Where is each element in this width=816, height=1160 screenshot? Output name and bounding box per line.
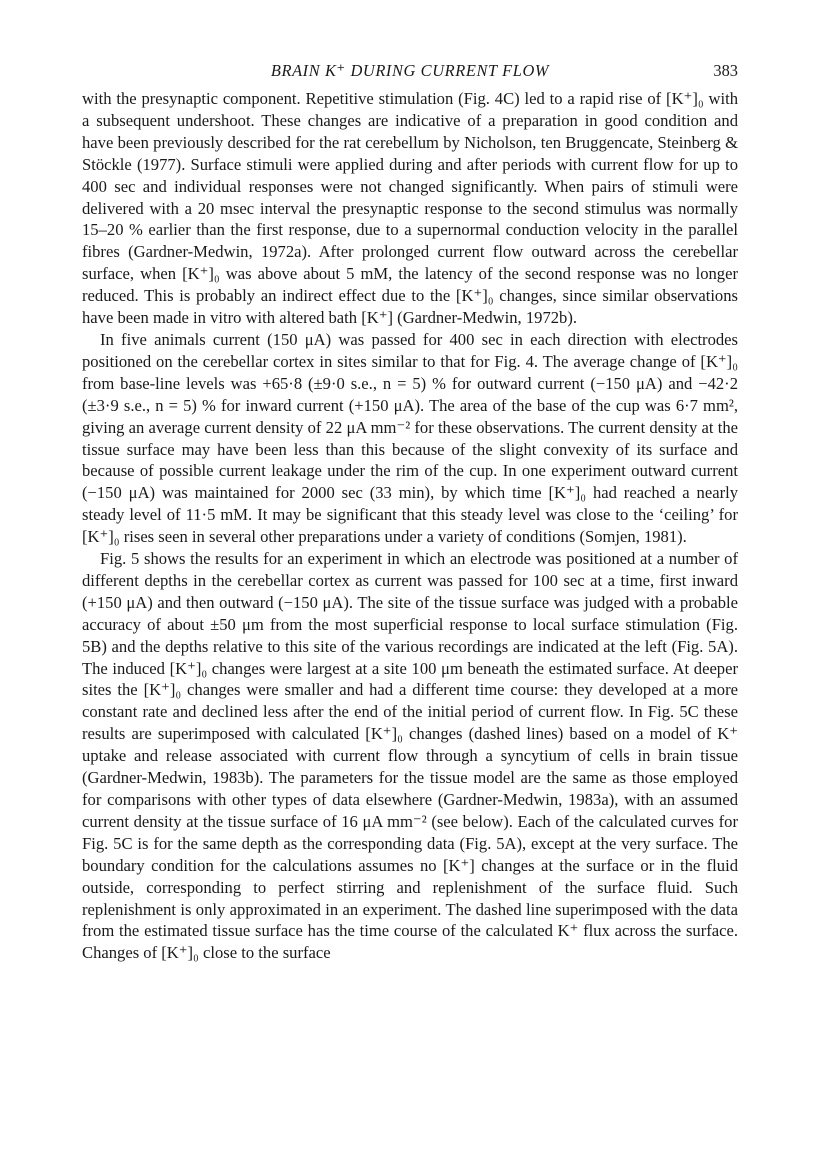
running-title: BRAIN K⁺ DURING CURRENT FLOW <box>270 61 550 80</box>
paper-page <box>82 60 738 964</box>
body-paragraph-3: Fig. 5 shows the results for an experiment in which an electrode was positioned at a number of different depths in the cerebellar cortex as current was passed for 100 sec at a time, first inward (+150 μA) and then outward (−150 μA). The site of the tissue surface was judged with a probable accuracy of about ±50 μm from the most superficial response to local surface stimulation (Fig. 5B) and the depths relative to this site of the various recordings are indicated at the left (Fig. 5A). The induced [K⁺]₀ changes were largest at a site 100 μm beneath the estimated surface. At deeper sites the [K⁺]₀ changes were smaller and had a different time course: they developed at a more constant rate and declined less after the end of the initial period of current flow. In Fig. 5C these results are superimposed with calculated [K⁺]₀ changes (dashed lines) based on a model of K⁺ uptake and release associated with current flow through a syncytium of cells in brain tissue (Gardner-Medwin, 1983b). The parameters for the tissue model are the same as those employed for comparisons with other types of data elsewhere (Gardner-Medwin, 1983a), with an assumed current density at the tissue surface of 16 μA mm⁻² (see below). Each of the calculated curves for Fig. 5C is for the same depth as the corresponding data (Fig. 5A), except at the very surface. The boundary condition for the calculations assumes no [K⁺] changes at the surface or in the fluid outside, corresponding to perfect stirring and replenishment of the surface fluid. Such replenishment is only approximated in an experiment. The dashed line superimposed with the data from the estimated tissue surface has the time course of the calculated K⁺ flux across the surface. Changes of [K⁺]₀ close to the surface <box>82 549 738 963</box>
page-number: 383 <box>713 61 738 80</box>
body-paragraph-2: In five animals current (150 μA) was passed for 400 sec in each direction with electrodes positioned on the cerebellar cortex in sites similar to that for Fig. 4. The average change of [K⁺]₀ from base-line levels was +65·8 (±9·0 s.e., n = 5) % for outward current (−150 μA) and −42·2 (±3·9 s.e., n = 5) % for inward current (+150 μA). The area of the base of the cup was 6·7 mm², giving an average current density of 22 μA mm⁻² for these observations. The current density at the tissue surface may have been less than this because of the slight convexity of its surface and because of possible current leakage under the rim of the cup. In one experiment outward current (−150 μA) was maintained for 2000 sec (33 min), by which time [K⁺]₀ had reached a nearly steady level of 11·5 mM. It may be significant that this steady level was close to the ‘ceiling’ for [K⁺]₀ rises seen in several other preparations under a variety of conditions (Somjen, 1981). <box>82 329 738 547</box>
running-header <box>82 60 738 84</box>
body-paragraph-1: with the presynaptic component. Repetitive stimulation (Fig. 4C) led to a rapid rise of [K⁺]₀ with a subsequent undershoot. These changes are indicative of a preparation in good condition and have been previously described for the rat cerebellum by Nicholson, ten Bruggencate, Steinberg & Stöckle (1977). Surface stimuli were applied during and after periods with current flow for up to 400 sec and individual responses were not changed significantly. When pairs of stimuli were delivered with a 20 msec interval the presynaptic response to the second stimulus was normally 15–20 % earlier than the first response, due to a supernormal conduction velocity in the parallel fibres (Gardner-Medwin, 1972a). After prolonged current flow outward across the cerebellar surface, when [K⁺]₀ was above about 5 mM, the latency of the second response was no longer reduced. This is probably an indirect effect due to the [K⁺]₀ changes, since similar observations have been made in vitro with altered bath [K⁺] (Gardner-Medwin, 1972b). <box>82 89 738 328</box>
